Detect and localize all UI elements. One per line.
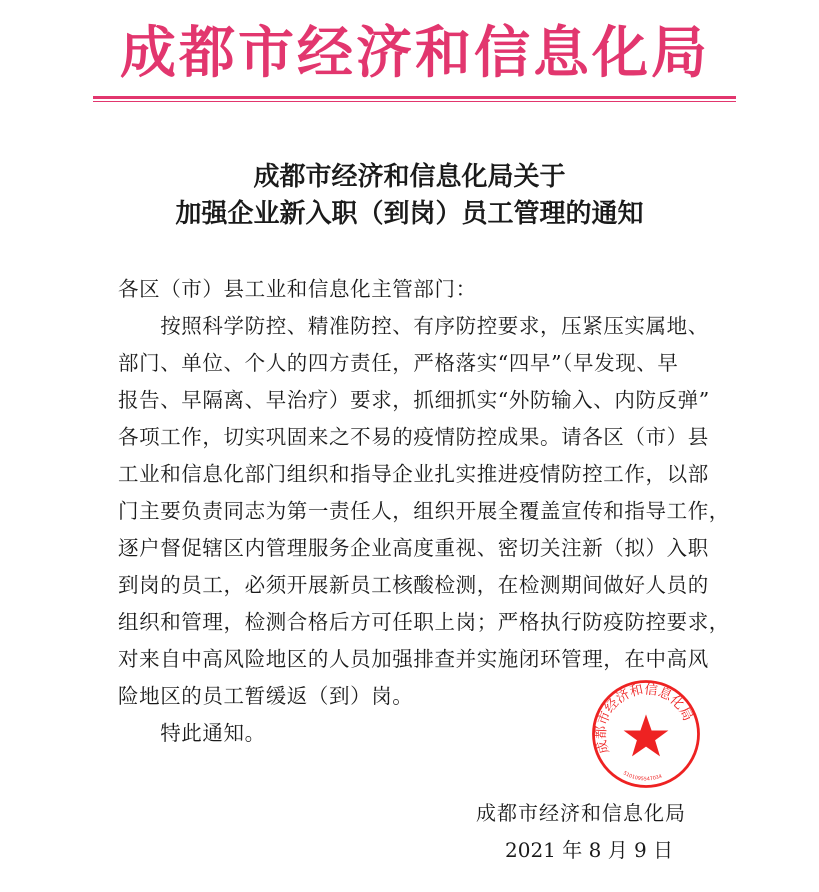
signature-date: 2021 年 8 月 9 日: [505, 838, 674, 862]
body-line: 险地区的员工暂缓返（到）岗。: [118, 684, 414, 708]
masthead-rule-thin: [93, 101, 736, 102]
body-line: 工业和信息化部门组织和指导企业扎实推进疫情防控工作，以部: [118, 462, 709, 486]
body-line: 对来自中高风险地区的人员加强排查并实施闭环管理，在中高风: [118, 647, 709, 671]
seal-code: 5101095547034: [622, 770, 663, 783]
official-seal-stamp: [590, 678, 702, 790]
body-line: 按照科学防控、精准防控、有序防控要求，压紧压实属地、: [118, 314, 709, 338]
masthead-rule-thick: [93, 96, 736, 99]
notice-title-line-2: 加强企业新入职（到岗）员工管理的通知: [175, 199, 644, 229]
seal-star-icon: [624, 714, 669, 756]
body-line: 特此通知。: [118, 721, 266, 745]
masthead-title: 成都市经济和信息化局: [120, 21, 710, 86]
seal-text: 成都市经济和信息化局: [594, 682, 695, 756]
body-line: 到岗的员工，必须开展新员工核酸检测，在检测期间做好人员的: [118, 573, 709, 597]
body-line: 部门、单位、个人的四方责任，严格落实“四早”（早发现、早: [118, 351, 679, 375]
body-line: 门主要负责同志为第一责任人，组织开展全覆盖宣传和指导工作，: [118, 499, 730, 523]
signature-organization: 成都市经济和信息化局: [476, 801, 686, 825]
body-line: 各区（市）县工业和信息化主管部门：: [118, 277, 477, 301]
notice-title-line-1: 成都市经济和信息化局关于: [253, 162, 566, 192]
body-line: 各项工作，切实巩固来之不易的疫情防控成果。请各区（市）县: [118, 425, 709, 449]
body-line: 报告、早隔离、早治疗）要求，抓细抓实“外防输入、内防反弹”: [118, 388, 710, 412]
body-line: 逐户督促辖区内管理服务企业高度重视、密切关注新（拟）入职: [118, 536, 709, 560]
body-line: 组织和管理，检测合格后方可任职上岗；严格执行防疫防控要求，: [118, 610, 730, 634]
